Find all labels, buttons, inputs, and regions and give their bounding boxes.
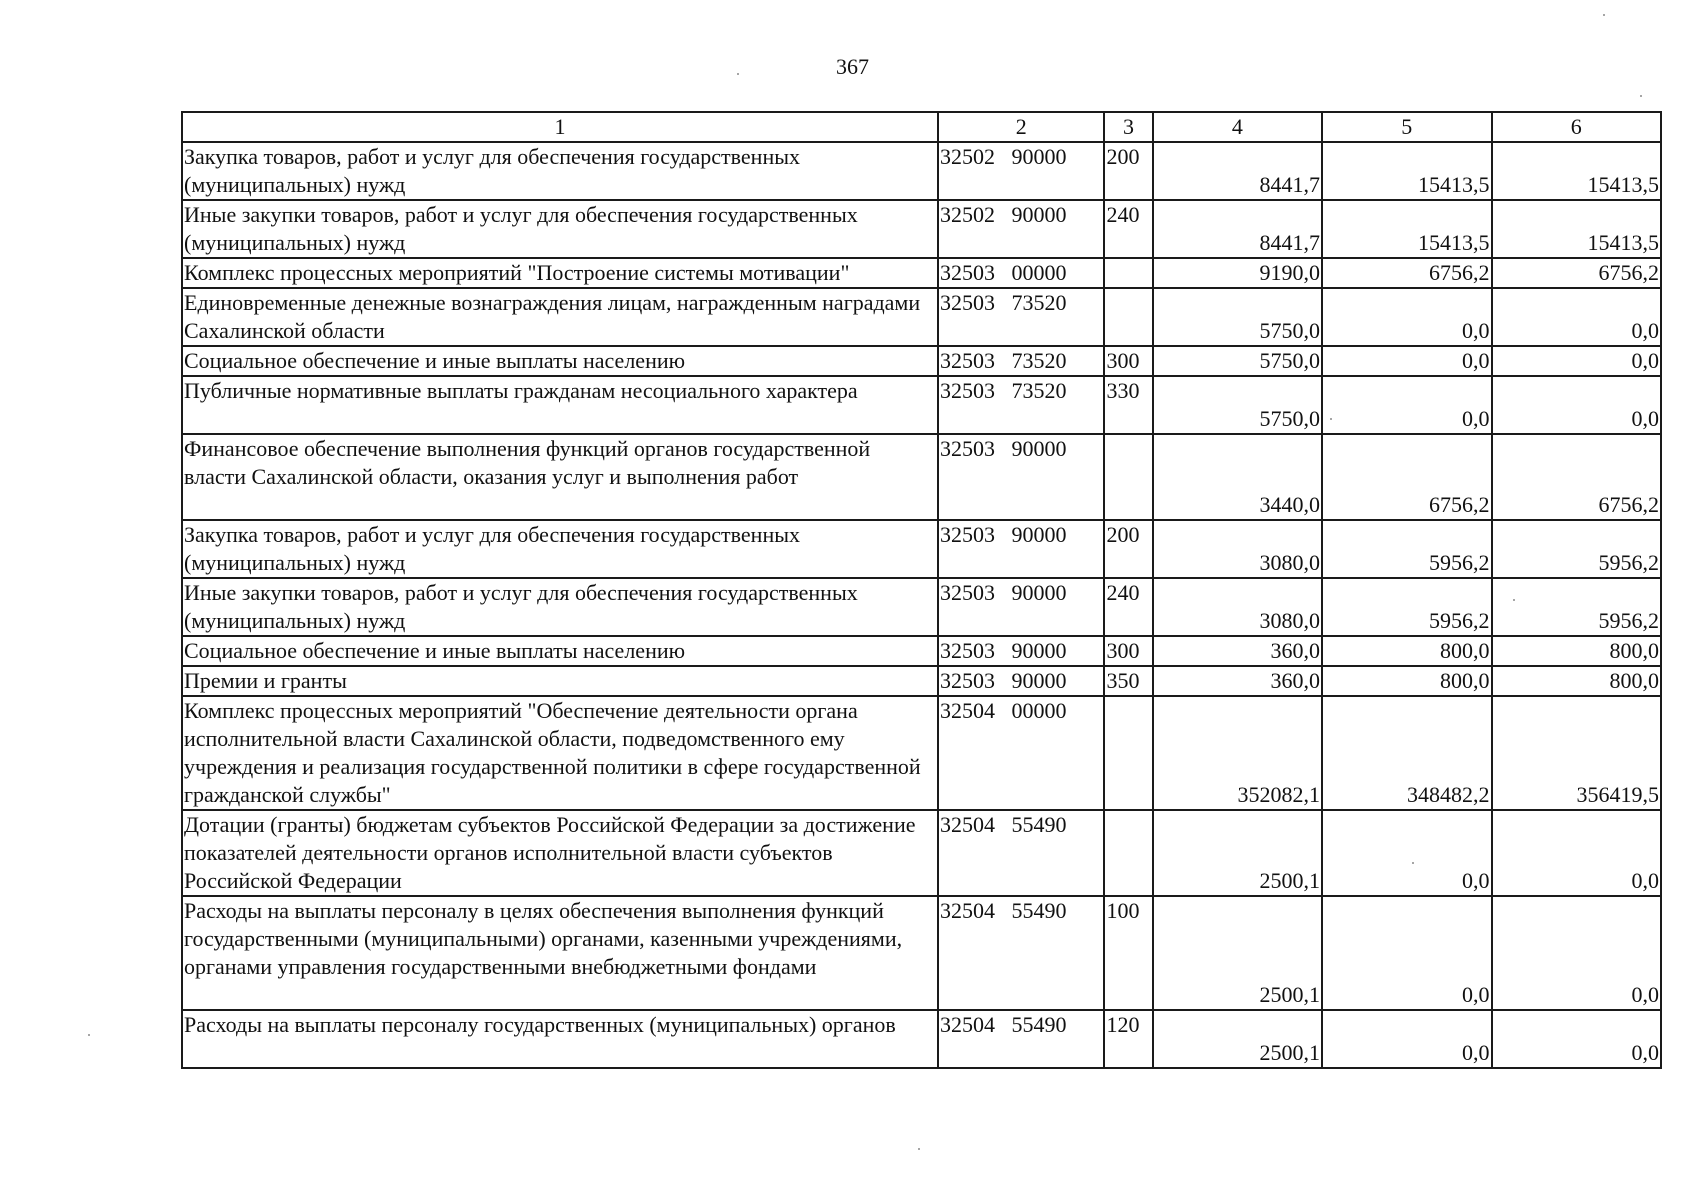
row-code: 32503 90000 xyxy=(938,666,1104,696)
row-expense-type xyxy=(1104,288,1152,346)
table-row xyxy=(182,520,1661,578)
column-header-6: 6 xyxy=(1492,112,1662,142)
row-code: 32503 90000 xyxy=(938,636,1104,666)
row-expense-type xyxy=(1104,810,1152,896)
table-row xyxy=(182,810,1661,896)
row-value-4: 2500,1 xyxy=(1153,810,1322,896)
row-expense-type: 120 xyxy=(1104,1010,1152,1068)
row-value-5: 348482,2 xyxy=(1322,696,1491,810)
scan-speck xyxy=(1640,95,1642,97)
row-value-6: 0,0 xyxy=(1492,896,1662,1010)
row-value-5: 0,0 xyxy=(1322,288,1491,346)
row-expense-type: 300 xyxy=(1104,636,1152,666)
row-code: 32504 55490 xyxy=(938,1010,1104,1068)
row-value-6: 800,0 xyxy=(1492,636,1662,666)
column-header-4: 4 xyxy=(1153,112,1322,142)
row-value-4: 2500,1 xyxy=(1153,1010,1322,1068)
table-row xyxy=(182,696,1661,810)
table-row xyxy=(182,258,1661,288)
column-header-5: 5 xyxy=(1322,112,1491,142)
table-row xyxy=(182,636,1661,666)
scan-speck xyxy=(737,73,739,75)
row-value-5: 0,0 xyxy=(1322,1010,1491,1068)
row-code: 32503 90000 xyxy=(938,578,1104,636)
row-value-5: 5956,2 xyxy=(1322,578,1491,636)
table-row xyxy=(182,666,1661,696)
row-name: Социальное обеспечение и иные выплаты населению xyxy=(182,636,938,666)
row-value-5: 0,0 xyxy=(1322,896,1491,1010)
row-value-5: 0,0 xyxy=(1322,376,1491,434)
row-name: Расходы на выплаты персоналу государственных (муниципальных) органов xyxy=(182,1010,938,1068)
row-value-5: 15413,5 xyxy=(1322,142,1491,200)
column-header-2: 2 xyxy=(938,112,1104,142)
row-value-6: 5956,2 xyxy=(1492,520,1662,578)
row-value-4: 352082,1 xyxy=(1153,696,1322,810)
row-name: Иные закупки товаров, работ и услуг для обеспечения государственных (муниципальных) нужд xyxy=(182,578,938,636)
row-code: 32503 73520 xyxy=(938,346,1104,376)
row-expense-type xyxy=(1104,696,1152,810)
column-header-1: 1 xyxy=(182,112,938,142)
table-header-row xyxy=(182,112,1661,142)
row-expense-type xyxy=(1104,258,1152,288)
row-value-6: 15413,5 xyxy=(1492,200,1662,258)
row-expense-type xyxy=(1104,434,1152,520)
row-name: Социальное обеспечение и иные выплаты населению xyxy=(182,346,938,376)
row-value-4: 8441,7 xyxy=(1153,142,1322,200)
scan-speck xyxy=(1513,599,1515,601)
row-value-4: 5750,0 xyxy=(1153,346,1322,376)
row-value-6: 0,0 xyxy=(1492,346,1662,376)
row-value-6: 0,0 xyxy=(1492,288,1662,346)
row-code: 32502 90000 xyxy=(938,200,1104,258)
scan-speck xyxy=(918,1148,920,1150)
row-name: Комплекс процессных мероприятий "Обеспечение деятельности органа исполнительной власти Сахалинской области, подведомственного ему учреждения и реализация государственной политики в сфере государственной гражданской службы" xyxy=(182,696,938,810)
row-value-6: 6756,2 xyxy=(1492,258,1662,288)
row-name: Комплекс процессных мероприятий "Построение системы мотивации" xyxy=(182,258,938,288)
budget-table xyxy=(181,111,1662,1069)
row-name: Финансовое обеспечение выполнения функций органов государственной власти Сахалинской области, оказания услуг и выполнения работ xyxy=(182,434,938,520)
row-value-6: 0,0 xyxy=(1492,376,1662,434)
row-code: 32503 90000 xyxy=(938,434,1104,520)
table-row xyxy=(182,434,1661,520)
table-row xyxy=(182,142,1661,200)
scan-speck xyxy=(1330,418,1332,420)
row-expense-type: 350 xyxy=(1104,666,1152,696)
row-value-4: 5750,0 xyxy=(1153,376,1322,434)
table-row xyxy=(182,578,1661,636)
row-expense-type: 240 xyxy=(1104,200,1152,258)
row-expense-type: 300 xyxy=(1104,346,1152,376)
row-code: 32502 90000 xyxy=(938,142,1104,200)
scan-speck xyxy=(88,1034,90,1036)
page-number: 367 xyxy=(836,54,869,79)
table-row xyxy=(182,200,1661,258)
row-value-6: 5956,2 xyxy=(1492,578,1662,636)
row-name: Единовременные денежные вознаграждения лицам, награжденным наградами Сахалинской области xyxy=(182,288,938,346)
row-expense-type: 200 xyxy=(1104,520,1152,578)
row-value-5: 6756,2 xyxy=(1322,258,1491,288)
table-row xyxy=(182,288,1661,346)
row-code: 32504 55490 xyxy=(938,810,1104,896)
row-value-4: 5750,0 xyxy=(1153,288,1322,346)
row-code: 32503 73520 xyxy=(938,288,1104,346)
table-row xyxy=(182,376,1661,434)
row-name: Закупка товаров, работ и услуг для обеспечения государственных (муниципальных) нужд xyxy=(182,142,938,200)
row-value-5: 6756,2 xyxy=(1322,434,1491,520)
row-value-5: 0,0 xyxy=(1322,346,1491,376)
table-row xyxy=(182,896,1661,1010)
row-expense-type: 330 xyxy=(1104,376,1152,434)
row-value-5: 15413,5 xyxy=(1322,200,1491,258)
row-value-5: 0,0 xyxy=(1322,810,1491,896)
row-value-6: 800,0 xyxy=(1492,666,1662,696)
row-value-6: 356419,5 xyxy=(1492,696,1662,810)
row-value-4: 360,0 xyxy=(1153,666,1322,696)
row-name: Публичные нормативные выплаты гражданам несоциального характера xyxy=(182,376,938,434)
row-name: Расходы на выплаты персоналу в целях обеспечения выполнения функций государственными (муниципальными) органами, казенными учреждениями, органами управления государственными внебюджетными фондами xyxy=(182,896,938,1010)
row-value-5: 800,0 xyxy=(1322,666,1491,696)
table-row xyxy=(182,1010,1661,1068)
column-header-3: 3 xyxy=(1104,112,1152,142)
row-name: Дотации (гранты) бюджетам субъектов Российской Федерации за достижение показателей деятельности органов исполнительной власти субъектов Российской Федерации xyxy=(182,810,938,896)
row-name: Закупка товаров, работ и услуг для обеспечения государственных (муниципальных) нужд xyxy=(182,520,938,578)
row-value-5: 800,0 xyxy=(1322,636,1491,666)
row-value-6: 15413,5 xyxy=(1492,142,1662,200)
scan-speck xyxy=(1412,862,1414,864)
table-row xyxy=(182,346,1661,376)
row-name: Иные закупки товаров, работ и услуг для обеспечения государственных (муниципальных) нужд xyxy=(182,200,938,258)
row-value-4: 3080,0 xyxy=(1153,578,1322,636)
row-value-4: 8441,7 xyxy=(1153,200,1322,258)
scan-speck xyxy=(1603,14,1605,16)
row-expense-type: 240 xyxy=(1104,578,1152,636)
row-code: 32504 00000 xyxy=(938,696,1104,810)
row-code: 32503 90000 xyxy=(938,520,1104,578)
row-value-4: 2500,1 xyxy=(1153,896,1322,1010)
row-code: 32503 00000 xyxy=(938,258,1104,288)
row-value-4: 3080,0 xyxy=(1153,520,1322,578)
row-value-6: 0,0 xyxy=(1492,1010,1662,1068)
row-name: Премии и гранты xyxy=(182,666,938,696)
row-code: 32504 55490 xyxy=(938,896,1104,1010)
row-expense-type: 200 xyxy=(1104,142,1152,200)
row-code: 32503 73520 xyxy=(938,376,1104,434)
row-value-4: 360,0 xyxy=(1153,636,1322,666)
row-expense-type: 100 xyxy=(1104,896,1152,1010)
row-value-5: 5956,2 xyxy=(1322,520,1491,578)
row-value-4: 9190,0 xyxy=(1153,258,1322,288)
row-value-6: 6756,2 xyxy=(1492,434,1662,520)
row-value-4: 3440,0 xyxy=(1153,434,1322,520)
row-value-6: 0,0 xyxy=(1492,810,1662,896)
